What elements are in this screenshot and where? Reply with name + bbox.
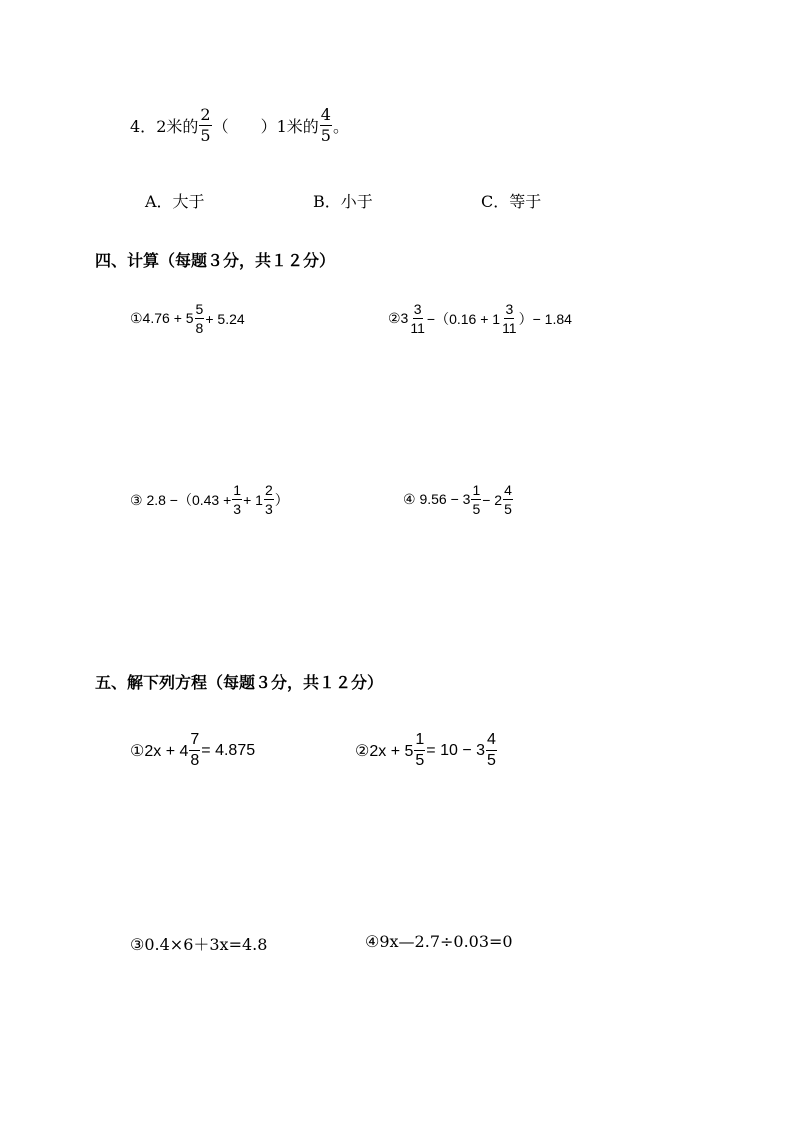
option-c[interactable]: C．等于 [481,192,542,211]
section-4-heading: 四、计算（每题３分，共１２分） [95,251,336,270]
fraction: $\frac{4}{5}$ [504,482,512,517]
equation-2: ②2x + 5 $\frac{1}{5}$ = 10 − 3 $\frac{4}{5}$ [355,731,496,769]
problem-4: ④ 9.56 − 3 $\frac{1}{5}$ − 2 $\frac{4}{5}$ [403,482,512,517]
question-end: 。 [332,117,349,136]
fraction: $\frac{5}{8}$ [195,301,204,336]
problem-2: ②3 $\frac{3}{11}$ −（0.16 + 1 $\frac{3}{11}$ ）− 1.84 [388,301,572,336]
problem-1: ①4.76 + 5 $\frac{5}{8}$ + 5.24 [130,301,245,336]
fraction: $\frac{1}{3}$ [233,482,242,517]
question-text: 2米的 [156,117,199,136]
equation-3: ③0.4×6＋3x=4.8 [130,935,268,954]
question-number: 4． [130,117,157,136]
section-5-heading: 五、解下列方程（每题３分，共１２分） [95,673,384,692]
paren-close: ） [260,117,277,136]
option-b[interactable]: B．小于 [313,192,373,211]
problem-3: ③ 2.8 −（0.43 + $\frac{1}{3}$ + 1 $\frac{2}{3}$ ） [130,482,289,517]
question-4 [130,107,349,144]
equation-4: ④9x—2.7÷0.03=0 [365,932,513,951]
fraction: $\frac{1}{5}$ [415,731,425,769]
question-text: 1米的 [276,117,319,136]
fraction: $\frac{1}{5}$ [472,482,481,517]
fraction: $\frac{7}{8}$ [190,731,200,769]
fraction: $\frac{2}{3}$ [264,482,273,517]
option-a[interactable]: A．大于 [145,192,205,211]
fraction: $\frac{3}{11}$ [502,301,517,336]
fraction: $\frac{2}{5}$ [200,105,211,145]
fraction: $\frac{4}{5}$ [320,105,331,145]
fraction: $\frac{4}{5}$ [487,731,496,769]
equation-1: ①2x + 4 $\frac{7}{8}$ = 4.875 [130,731,256,769]
fraction: $\frac{3}{11}$ [410,301,425,336]
paren-open: （ [212,117,229,136]
